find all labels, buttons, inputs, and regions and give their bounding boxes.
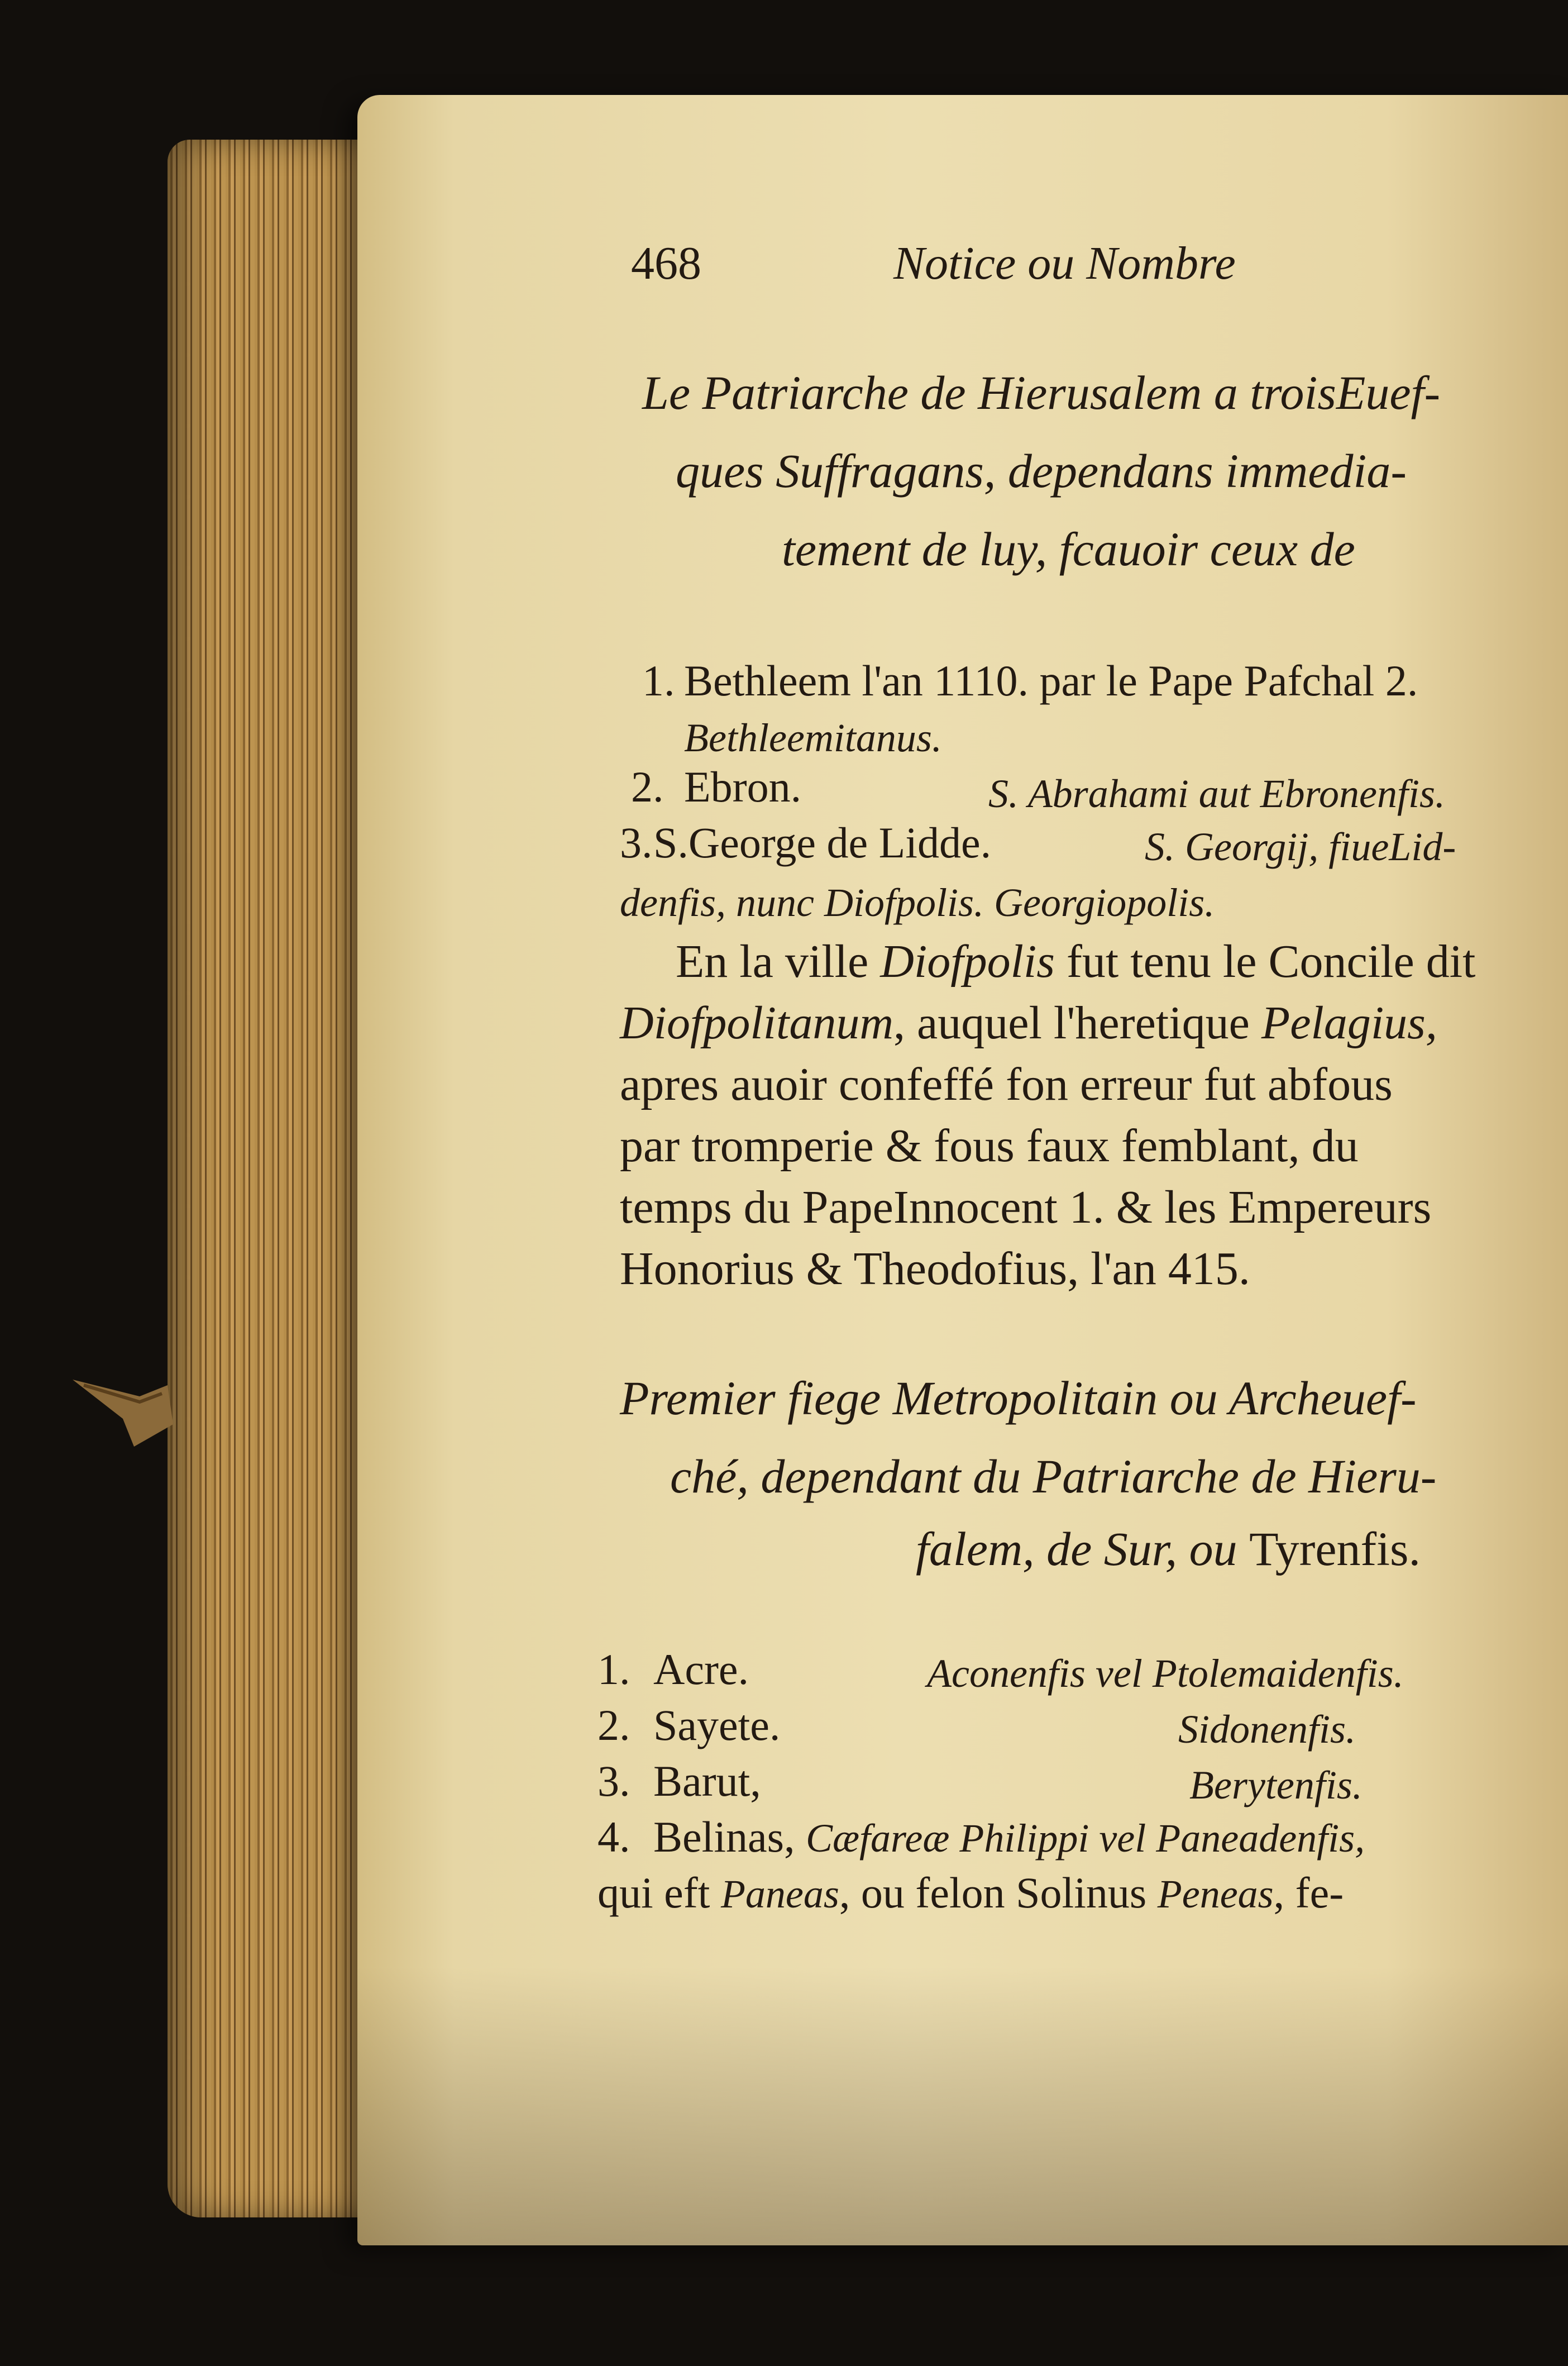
- entry-latin: S. Abrahami aut Ebronenfis.: [988, 771, 1446, 816]
- section1-heading-line1: Le Patriarche de Hierusalem a troisEuef-: [642, 366, 1441, 419]
- paragraph-line4: par tromperie & fous faux femblant, du: [620, 1120, 1359, 1172]
- entry4-line1: Belinas, Cæfareæ Philippi vel Paneadenfis,: [653, 1812, 1365, 1861]
- section2-heading-line2: ché, dependant du Patriarche de Hieru-: [670, 1449, 1437, 1503]
- entry-latin: Berytenfis.: [1189, 1763, 1363, 1807]
- ribbon-bookmark: [73, 1346, 184, 1458]
- paragraph-line3: apres auoir confeffé fon erreur fut abfous: [620, 1058, 1393, 1110]
- entry-number: 1.: [597, 1645, 630, 1694]
- entry-french: Sayete.: [653, 1701, 781, 1749]
- entry-latin: Aconenfis vel Ptolemaidenfis.: [927, 1651, 1404, 1696]
- entry-number: 3.: [620, 818, 653, 867]
- entry-number: 2.: [597, 1701, 630, 1749]
- paragraph-line5: temps du PapeInnocent 1. & les Empereurs: [620, 1181, 1432, 1233]
- entry-number: 1.: [642, 656, 675, 705]
- running-title: Notice ou Nombre: [893, 237, 1236, 289]
- entry-number: 3.: [597, 1757, 630, 1805]
- entry-latin: S. Georgij, fiueLid-: [1145, 824, 1456, 869]
- entry-latin: Bethleemitanus.: [684, 715, 942, 760]
- entry-latin: Sidonenfis.: [1178, 1707, 1356, 1752]
- entry-number: 2.: [631, 762, 664, 811]
- entry-french: Ebron.: [684, 762, 802, 811]
- paragraph-line2: Diofpolitanum, auquel l'heretique Pelagius,: [620, 997, 1437, 1049]
- paragraph-line6: Honorius & Theodofius, l'an 415.: [620, 1243, 1250, 1295]
- paragraph-line1: En la ville Diofpolis fut tenu le Concile dit: [676, 936, 1476, 988]
- entry4-line2: qui eft Paneas, ou felon Solinus Peneas, fe-: [597, 1868, 1344, 1917]
- entry-french: Barut,: [653, 1757, 761, 1805]
- entry-french: Bethleem l'an 1110. par le Pape Pafchal 2.: [684, 656, 1418, 705]
- entry-french: S.George de Lidde.: [653, 818, 992, 867]
- section2-heading-line3: falem, de Sur, ou Tyrenfis.: [916, 1522, 1421, 1576]
- section1-heading-line2: ques Suffragans, dependans immedia-: [676, 444, 1407, 498]
- entry-number: 4.: [597, 1812, 630, 1861]
- book-page-edges: [168, 140, 380, 2217]
- entry-latin-continued: denfis, nunc Diofpolis. Georgiopolis.: [620, 880, 1215, 925]
- entry-french: Acre.: [653, 1645, 749, 1694]
- section1-heading-line3: tement de luy, fcauoir ceux de: [782, 522, 1355, 576]
- page-number: 468: [631, 237, 701, 289]
- section2-heading-line1: Premier fiege Metropolitain ou Archeuef-: [620, 1371, 1417, 1425]
